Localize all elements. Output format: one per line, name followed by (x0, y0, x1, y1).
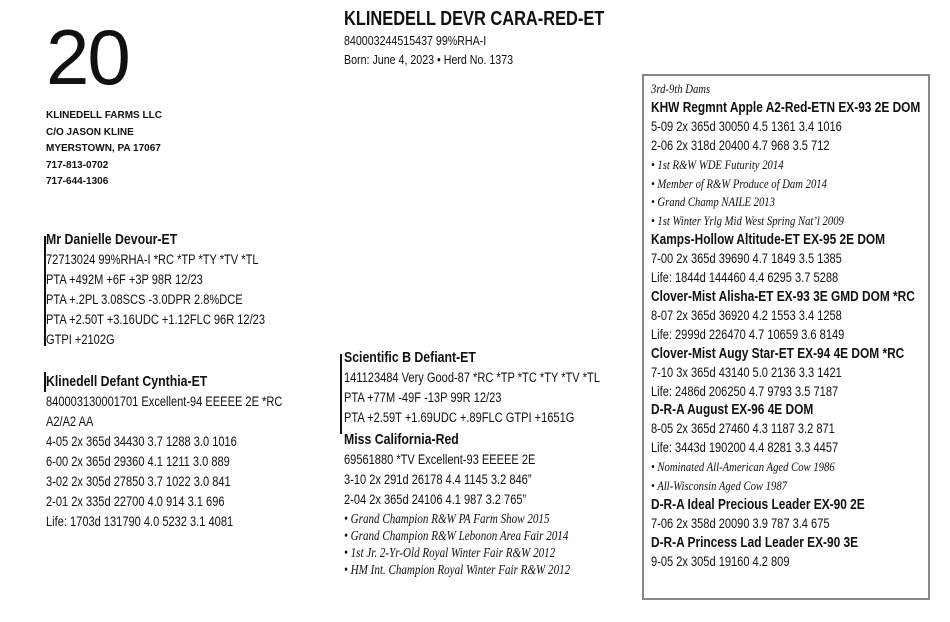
dam-ancestor-record: Life: 2486d 206250 4.7 9793 3.5 7187 (651, 383, 839, 399)
sire-line: PTA +492M +6F +3P 98R 12/23 (46, 272, 203, 287)
consignor-info (46, 108, 162, 191)
mgd-honor: • 1st Jr. 2-Yr-Old Royal Winter Fair R&W 2012 (344, 545, 556, 560)
dam-ancestor-record: 9-05 2x 305d 19160 4.2 809 (651, 553, 790, 569)
mgs-line: PTA +2.59T +1.69UDC +.89FLC GTPI +1651G (344, 410, 575, 425)
dam-ancestor-record: Life: 2999d 226470 4.7 10659 3.6 8149 (651, 326, 845, 342)
dam-ancestor-honor: • Grand Champ NAILE 2013 (651, 194, 775, 210)
dam-ancestor-name: KHW Regmnt Apple A2-Red-ETN EX-93 2E DOM (651, 99, 921, 116)
consignor-line: MYERSTOWN, PA 17067 (46, 143, 161, 154)
dams-lines (651, 99, 920, 572)
consignor-line: C/O JASON KLINE (46, 126, 134, 138)
dam-ancestor-honor: • 1st Winter Yrlg Mid West Spring Nat’l 2009 (651, 213, 844, 229)
dam-line: A2/A2 AA (46, 414, 94, 429)
mgd-honor: • HM Int. Champion Royal Winter Fair R&W 2012 (344, 562, 571, 577)
dam-line: 840003130001701 Excellent-94 EEEEE 2E *RC (46, 394, 283, 409)
dam-ancestor-name: D-R-A Ideal Precious Leader EX-90 2E (651, 496, 865, 513)
sire-line: PTA +.2PL 3.08SCS -3.0DPR 2.8%DCE (46, 292, 243, 307)
mgd-honor: • Grand Champion R&W PA Farm Show 2015 (344, 511, 550, 526)
dam-line: 4-05 2x 365d 34430 3.7 1288 3.0 1016 (46, 434, 237, 449)
sire-line: GTPI +2102G (46, 332, 115, 347)
mgd-name: Miss California-Red (344, 431, 459, 448)
dam-ancestor-record: 2-06 2x 318d 20400 4.7 968 3.5 712 (651, 137, 830, 153)
dam-ancestor-record: 8-07 2x 365d 36920 4.2 1553 3.4 1258 (651, 307, 842, 323)
dam-ancestor-honor: • All-Wisconsin Aged Cow 1987 (651, 478, 788, 494)
mgd-line: 3-10 2x 291d 26178 4.4 1145 3.2 846” (344, 472, 532, 487)
dam-name: Klinedell Defant Cynthia-ET (46, 373, 208, 390)
dam-ancestor-name: Clover-Mist Augy Star-ET EX-94 4E DOM *RC (651, 345, 905, 362)
dam-block (46, 372, 282, 532)
sire-name: Mr Danielle Devour-ET (46, 231, 178, 248)
mgd-line: 69561880 *TV Excellent-93 EEEEE 2E (344, 452, 536, 467)
consignor-line: 717-813-0702 (46, 159, 109, 171)
dam-line: 2-01 2x 335d 22700 4.0 914 3.1 696 (46, 494, 225, 509)
dam-ancestor-name: D-R-A August EX-96 4E DOM (651, 402, 814, 419)
animal-details (344, 31, 513, 69)
mgd-line: 2-04 2x 365d 24106 4.1 987 3.2 765” (344, 492, 527, 507)
dam-ancestor-honor: • Nominated All-American Aged Cow 1986 (651, 459, 835, 475)
dam-ancestor-name: D-R-A Princess Lad Leader EX-90 3E (651, 534, 859, 551)
mgs-name: Scientific B Defiant-ET (344, 349, 476, 366)
dams-box (651, 80, 920, 572)
dam-ancestor-record: 8-05 2x 365d 27460 4.3 1187 3.2 871 (651, 421, 835, 437)
dam-ancestor-record: 7-00 2x 365d 39690 4.7 1849 3.5 1385 (651, 251, 842, 267)
sire-line: 72713024 99%RHA-I *RC *TP *TY *TV *TL (46, 252, 259, 267)
dam-ancestor-honor: • 1st R&W WDE Futurity 2014 (651, 156, 784, 172)
mgs-line: 141123484 Very Good-87 *RC *TP *TC *TY *TV *TL (344, 370, 600, 385)
born-line: Born: June 4, 2023 • Herd No. 1373 (344, 52, 514, 67)
dam-ancestor-name: Clover-Mist Alisha-ET EX-93 3E GMD DOM *RC (651, 288, 915, 305)
sire-line: PTA +2.50T +3.16UDC +1.12FLC 96R 12/23 (46, 312, 265, 327)
sire-block (46, 230, 265, 350)
registration-line: 840003244515437 99%RHA-I (344, 33, 487, 48)
dam-ancestor-record: 7-06 2x 358d 20090 3.9 787 3.4 675 (651, 515, 830, 531)
dams-heading: 3rd-9th Dams (651, 81, 711, 96)
dam-ancestor-record: 5-09 2x 365d 30050 4.5 1361 3.4 1016 (651, 118, 842, 134)
dam-ancestor-record: Life: 1844d 144460 4.4 6295 3.7 5288 (651, 270, 839, 286)
mgs-bracket (340, 354, 342, 434)
animal-name: KLINEDELL DEVR CARA-RED-ET (344, 8, 605, 30)
consignor-line: 717-644-1306 (46, 176, 109, 187)
mgd-block (344, 430, 570, 578)
lot-number: 20 (46, 13, 129, 101)
dam-line: 3-02 2x 305d 27850 3.7 1022 3.0 841 (46, 474, 231, 489)
dam-line: Life: 1703d 131790 4.0 5232 3.1 4081 (46, 514, 234, 529)
dam-ancestor-name: Kamps-Hollow Altitude-ET EX-95 2E DOM (651, 232, 886, 249)
mgs-block (344, 348, 600, 428)
mgd-honor: • Grand Champion R&W Lebonon Area Fair 2014 (344, 528, 569, 543)
dam-ancestor-record: 7-10 3x 365d 43140 5.0 2136 3.3 1421 (651, 364, 842, 380)
mgs-line: PTA +77M -49F -13P 99R 12/23 (344, 390, 502, 405)
consignor-line: KLINEDELL FARMS LLC (46, 110, 162, 121)
dam-ancestor-record: Life: 3443d 190200 4.4 8281 3.3 4457 (651, 440, 839, 456)
dam-line: 6-00 2x 365d 29360 4.1 1211 3.0 889 (46, 454, 230, 469)
dam-ancestor-honor: • Member of R&W Produce of Dam 2014 (651, 175, 827, 191)
